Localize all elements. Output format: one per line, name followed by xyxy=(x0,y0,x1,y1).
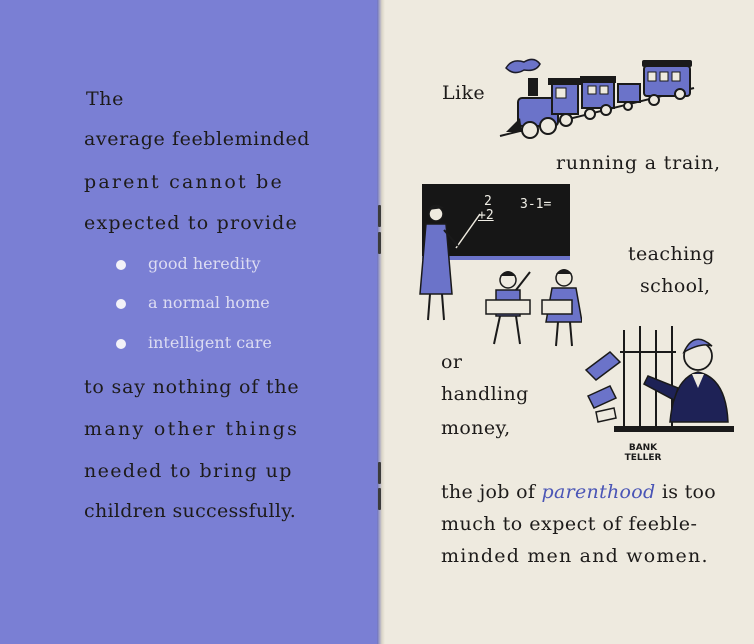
bank-sign-line-2: TELLER xyxy=(624,453,662,463)
bullet-intelligent-care: intelligent care xyxy=(148,333,272,352)
chalkboard-text-1: 2 xyxy=(484,194,492,209)
bullet-dot-1 xyxy=(116,260,126,270)
classroom-illustration xyxy=(412,180,582,352)
staple-top-2 xyxy=(378,232,381,254)
bank-sign-line-1: BANK xyxy=(628,443,658,453)
final-line-2: much to expect of feeble- xyxy=(441,513,698,535)
bullet-normal-home: a normal home xyxy=(148,293,270,312)
text-or: or xyxy=(441,351,463,373)
bullet-dot-3 xyxy=(116,339,126,349)
left-line-3: parent cannot be xyxy=(84,171,284,193)
staple-bottom xyxy=(378,462,381,484)
chalkboard-text-2: +2 xyxy=(478,208,494,223)
final-line-1 xyxy=(441,481,716,503)
bullet-good-heredity: good heredity xyxy=(148,254,261,273)
left-line-1: The xyxy=(86,88,124,110)
final-line-3: minded men and women. xyxy=(441,545,709,567)
staple-bottom-2 xyxy=(378,488,381,510)
text-teaching: teaching xyxy=(628,243,715,265)
staple-top xyxy=(378,205,381,227)
text-money: money, xyxy=(441,417,511,439)
text-running-train: running a train, xyxy=(556,152,721,174)
left-closing-1: to say nothing of the xyxy=(84,376,300,398)
text-like: Like xyxy=(442,82,486,104)
bank-teller-illustration xyxy=(584,326,734,444)
bullet-dot-2 xyxy=(116,299,126,309)
left-closing-3: needed to bring up xyxy=(84,460,293,482)
page-gutter xyxy=(377,0,385,644)
left-line-2: average feebleminded xyxy=(84,128,311,150)
left-closing-2: many other things xyxy=(84,418,300,440)
text-handling: handling xyxy=(441,383,529,405)
final-post: is too xyxy=(661,481,717,503)
chalkboard-text-3: 3-1= xyxy=(520,197,552,212)
left-closing-4: children successfully. xyxy=(84,500,297,522)
left-line-4: expected to provide xyxy=(84,212,298,234)
parenthood-word: parenthood xyxy=(541,481,656,503)
final-pre: the job of xyxy=(441,481,536,503)
bank-teller-sign xyxy=(613,443,673,463)
train-illustration xyxy=(498,48,698,150)
text-school: school, xyxy=(640,275,711,297)
